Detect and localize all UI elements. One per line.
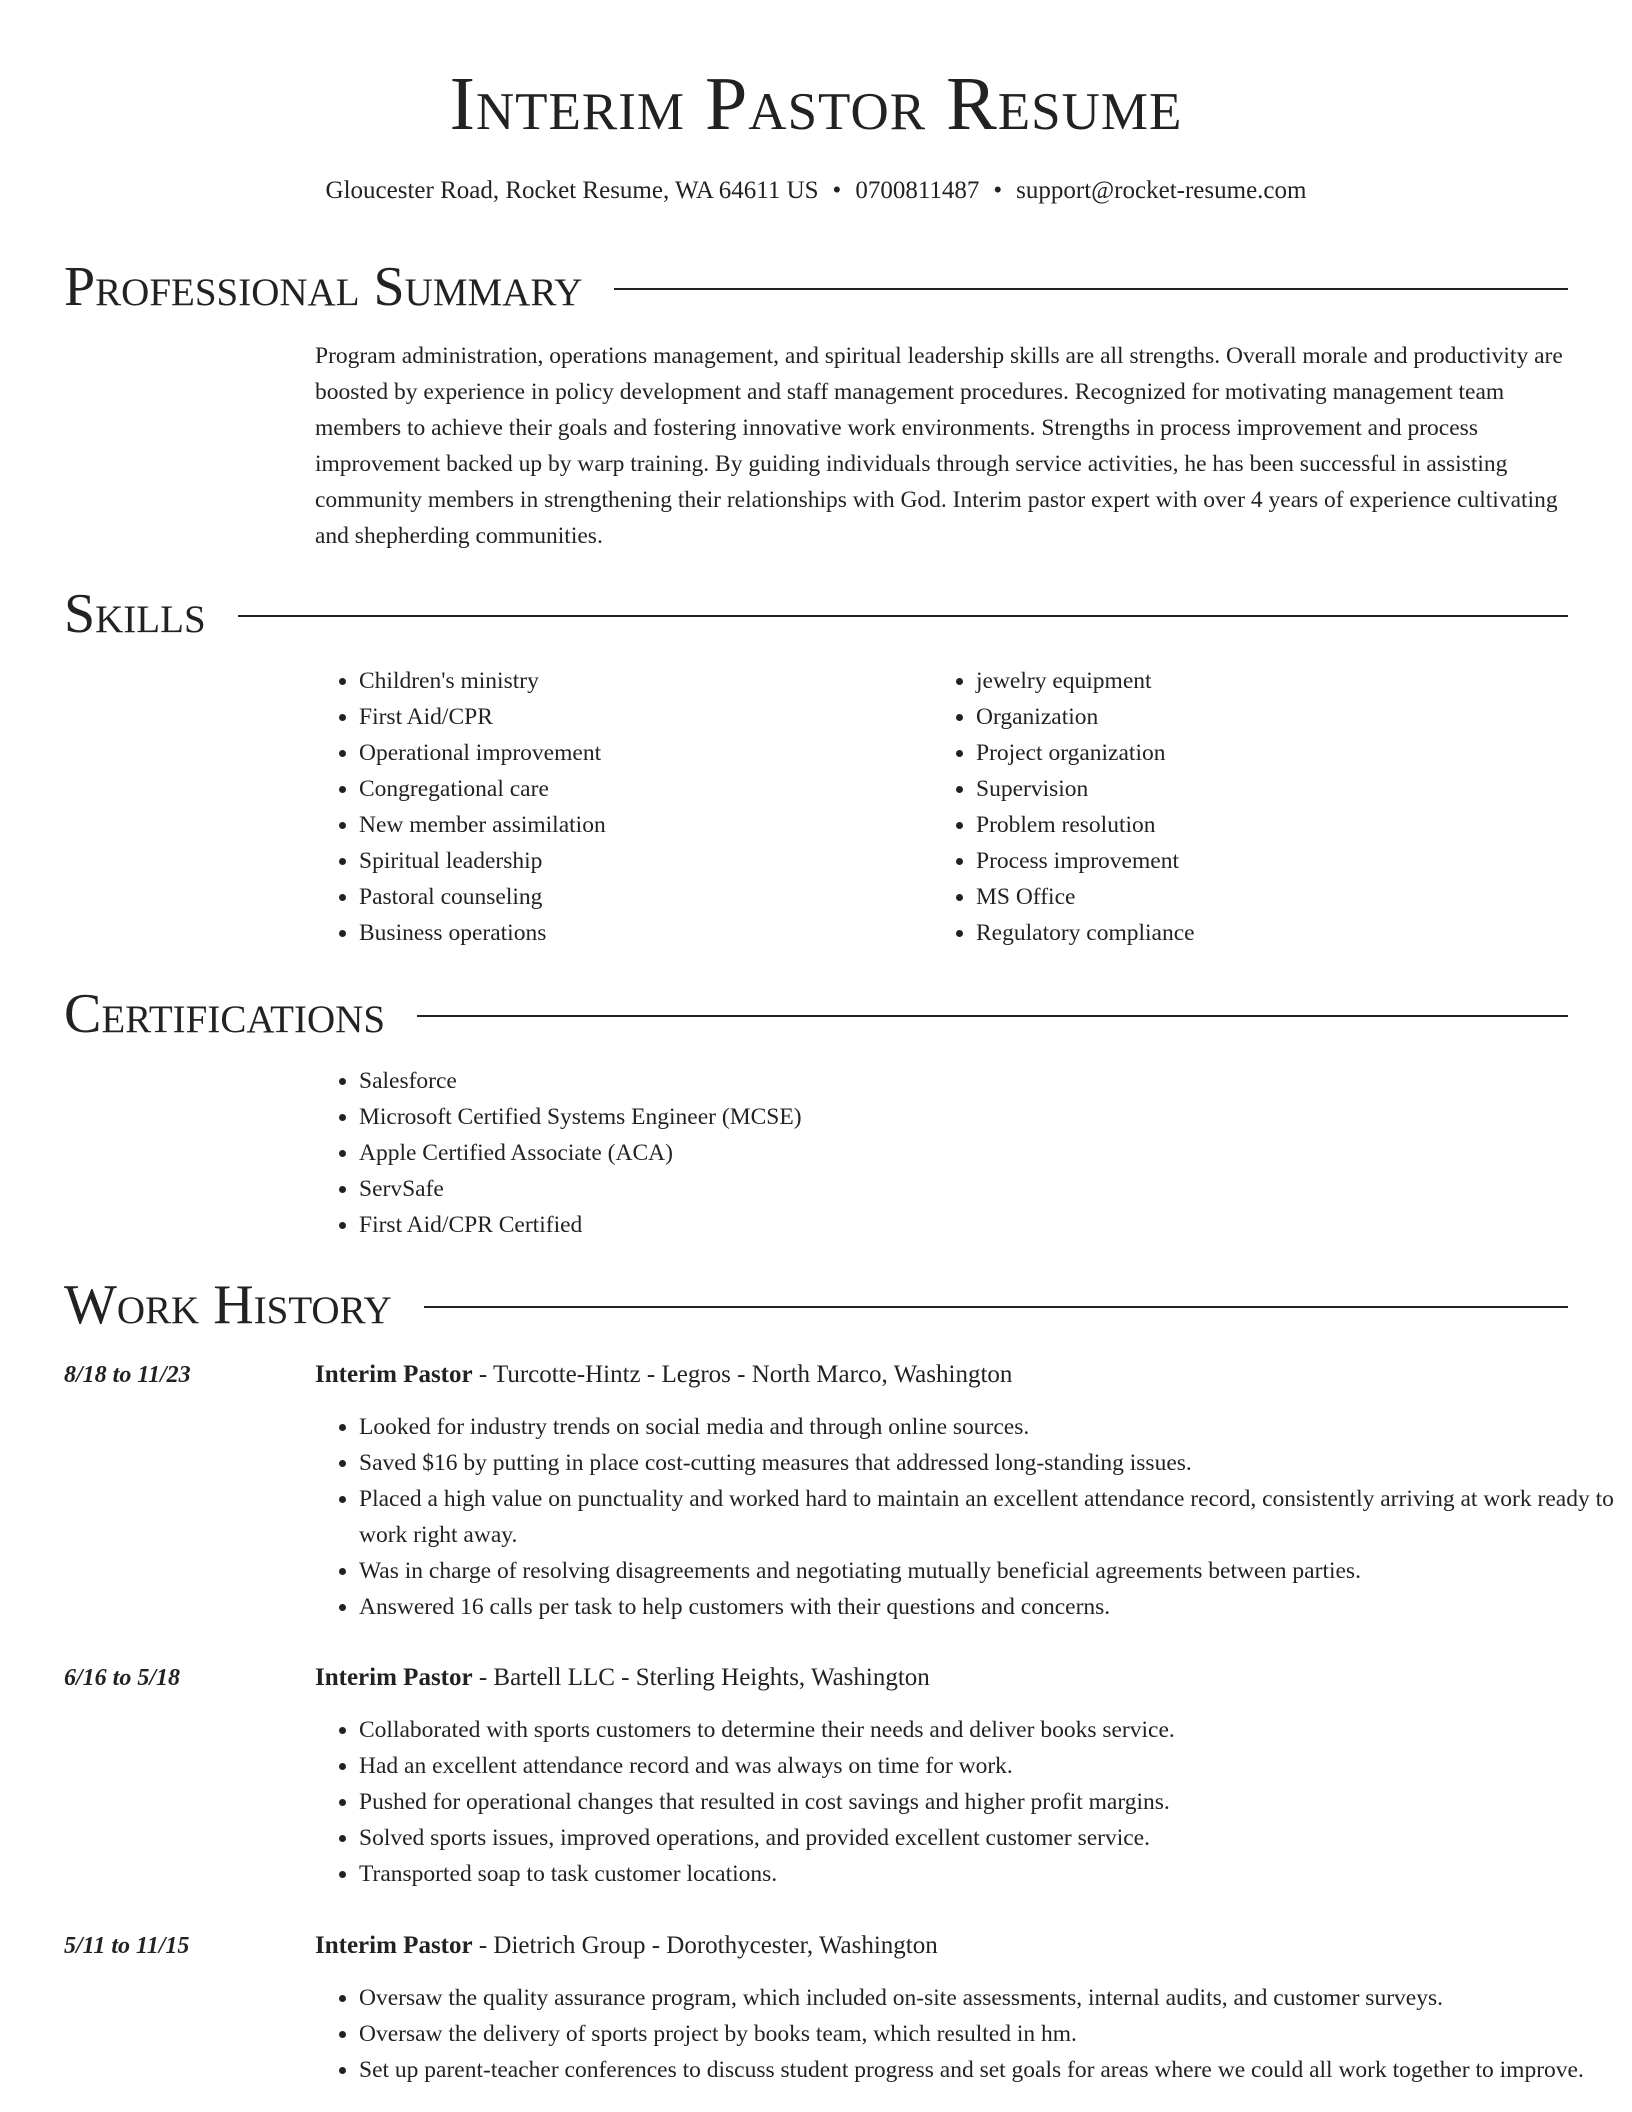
resume-title: Interim Pastor Resume (449, 62, 1183, 146)
section-divider (238, 615, 1568, 617)
contact-separator: • (832, 177, 842, 204)
section-title-work-history: Work History (64, 1274, 392, 1336)
job-duty-item: • Oversaw the quality assurance program, which included on-site assessments, internal audits, and customer surveys. (359, 1980, 1619, 2016)
job-employer-location: - Dietrich Group - Dorothycester, Washington (472, 1932, 938, 1959)
skill-item: • Project organization (976, 735, 1195, 771)
job-title: Interim Pastor (315, 1361, 473, 1388)
job-duty-item: • Placed a high value on punctuality and worked hard to maintain an excellent attendance record, consistently arriving at work ready to work right away. (359, 1481, 1619, 1553)
section-header-certifications (64, 981, 1568, 1047)
skill-item: • Process improvement (976, 843, 1195, 879)
job-duty-item: • Looked for industry trends on social media and through online sources. (359, 1409, 1619, 1445)
skills-list-right (932, 663, 1195, 951)
job-heading (315, 1660, 930, 1696)
job-duty-item: • Had an excellent attendance record and was always on time for work. (359, 1748, 1619, 1784)
skill-item: • Children's ministry (359, 663, 606, 699)
skill-item: • New member assimilation (359, 807, 606, 843)
certification-item: • Apple Certified Associate (ACA) (359, 1135, 802, 1171)
skill-item: • Pastoral counseling (359, 879, 606, 915)
job-duty-item: • Oversaw the delivery of sports project by books team, which resulted in hm. (359, 2016, 1619, 2052)
section-title-summary: Professional Summary (64, 256, 583, 318)
skill-item: • Spiritual leadership (359, 843, 606, 879)
job-duty-item: • Saved $16 by putting in place cost-cutting measures that addressed long-standing issues. (359, 1445, 1619, 1481)
job-dates: 5/11 to 11/15 (64, 1933, 190, 1959)
skill-item: • Operational improvement (359, 735, 606, 771)
certification-item: • ServSafe (359, 1171, 802, 1207)
job-title: Interim Pastor (315, 1664, 473, 1691)
contact-phone: 0700811487 (855, 177, 980, 204)
skill-item: • Supervision (976, 771, 1195, 807)
section-title-certifications: Certifications (64, 983, 386, 1045)
skill-item: • Organization (976, 699, 1195, 735)
section-header-skills (64, 581, 1568, 647)
job-employer-location: - Bartell LLC - Sterling Heights, Washington (472, 1664, 930, 1691)
section-divider (417, 1015, 1568, 1017)
contact-email: support@rocket-resume.com (1016, 177, 1307, 204)
contact-separator: • (993, 177, 1003, 204)
skill-item: • Congregational care (359, 771, 606, 807)
job-employer-location: - Turcotte-Hintz - Legros - North Marco, Washington (472, 1361, 1013, 1388)
job-dates: 6/16 to 5/18 (64, 1665, 181, 1691)
job-title: Interim Pastor (315, 1932, 473, 1959)
skill-item: • Regulatory compliance (976, 915, 1195, 951)
skills-list-left (315, 663, 606, 951)
job-duties-list (315, 1712, 1619, 1892)
contact-line (0, 174, 1632, 208)
job-dates: 8/18 to 11/23 (64, 1362, 191, 1388)
certifications-list (315, 1063, 802, 1243)
section-header-work-history (64, 1272, 1568, 1338)
job-duties-list (315, 1980, 1619, 2088)
section-title-skills: Skills (64, 583, 206, 645)
job-duty-item: • Answered 16 calls per task to help customers with their questions and concerns. (359, 1589, 1619, 1625)
skill-item: • Problem resolution (976, 807, 1195, 843)
job-duty-item: • Transported soap to task customer locations. (359, 1856, 1619, 1892)
certification-item: • First Aid/CPR Certified (359, 1207, 802, 1243)
job-heading (315, 1357, 1012, 1393)
job-duty-item: • Collaborated with sports customers to determine their needs and deliver books service. (359, 1712, 1619, 1748)
contact-address: Gloucester Road, Rocket Resume, WA 64611 US (325, 177, 819, 204)
job-duty-item: • Set up parent-teacher conferences to discuss student progress and set goals for areas where we could all work together to improve. (359, 2052, 1619, 2088)
skill-item: • MS Office (976, 879, 1195, 915)
job-heading (315, 1928, 938, 1964)
job-duty-item: • Was in charge of resolving disagreements and negotiating mutually beneficial agreements between parties. (359, 1553, 1619, 1589)
section-divider (424, 1306, 1568, 1308)
skill-item: • First Aid/CPR (359, 699, 606, 735)
section-header-summary (64, 254, 1568, 320)
summary-paragraph: Program administration, operations management, and spiritual leadership skills are all strengths. Overall morale and productivity are boosted by experience in policy development and staff management procedures. Recognized for motivating management team members to achieve their goals and fostering innovative work environments. Strengths in process improvement and process improvement backed up by warp training. By guiding individuals through service activities, he has been successful in assisting community members in strengthening their relationships with God. Interim pastor expert with over 4 years of experience cultivating and shepherding communities. (315, 343, 1563, 549)
job-duty-item: • Solved sports issues, improved operations, and provided excellent customer service. (359, 1820, 1619, 1856)
skill-item: • jewelry equipment (976, 663, 1195, 699)
skill-item: • Business operations (359, 915, 606, 951)
certification-item: • Salesforce (359, 1063, 802, 1099)
certification-item: • Microsoft Certified Systems Engineer (MCSE) (359, 1099, 802, 1135)
section-divider (614, 288, 1568, 290)
job-duties-list (315, 1409, 1619, 1625)
job-duty-item: • Pushed for operational changes that resulted in cost savings and higher profit margins. (359, 1784, 1619, 1820)
